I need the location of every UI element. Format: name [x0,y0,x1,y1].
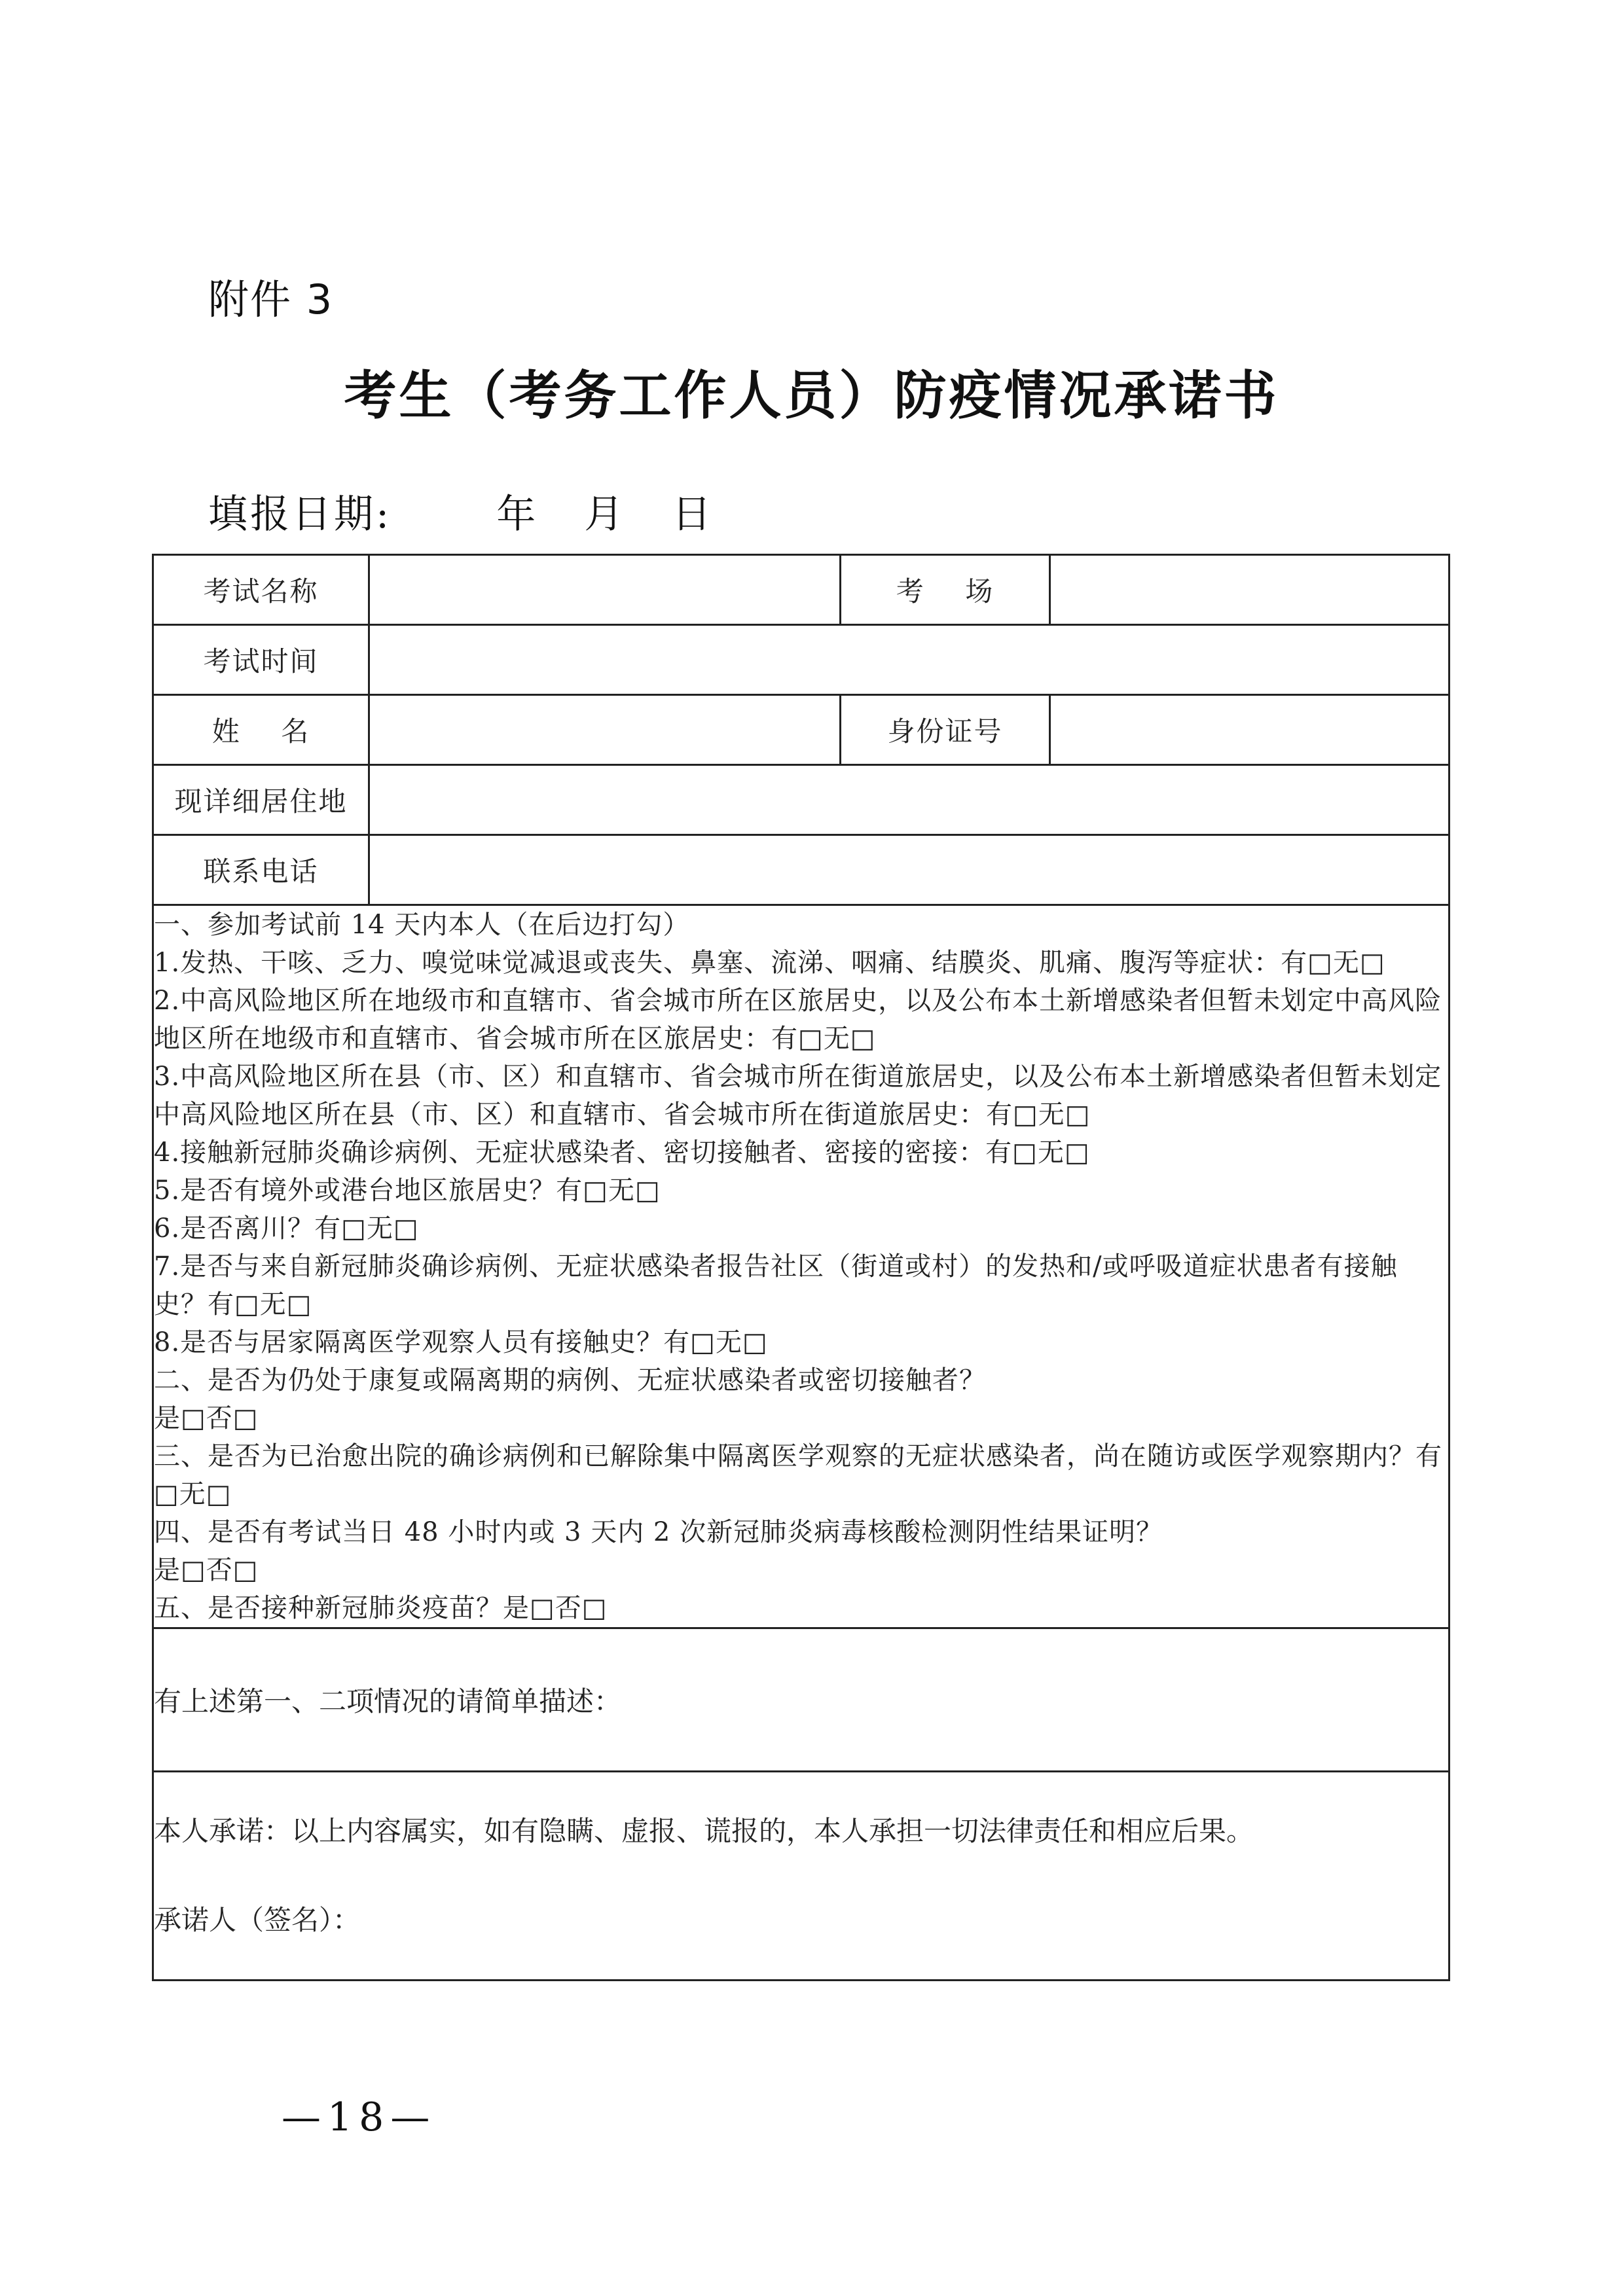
fill-date-day: 日 [672,492,714,537]
question-choice[interactable]: 是□否□ [154,1555,259,1585]
phone-label: 联系电话 [153,835,369,905]
exam-site-label: 考 场 [841,555,1050,625]
exam-time-field[interactable] [369,625,1450,695]
question-item[interactable]: 2.中高风险地区所在地级市和直辖市、省会城市所在区旅居史，以及公布本土新增感染者但暂未划定中高风险地区所在地级市和直辖市、省会城市所在区旅居史：有□无□ [154,986,1442,1054]
name-label: 姓 名 [153,695,369,765]
description-field[interactable] [153,1628,1450,1772]
question-item[interactable]: 1.发热、干咳、乏力、嗅觉味觉减退或丧失、鼻塞、流涕、咽痛、结膜炎、肌痛、腹泻等症状：有□无□ [154,948,1385,978]
id-number-field[interactable] [1050,695,1450,765]
id-number-label: 身份证号 [841,695,1050,765]
attachment-label: 附件 3 [208,276,334,323]
question-item[interactable]: 3.中高风险地区所在县（市、区）和直辖市、省会城市所在街道旅居史，以及公布本土新增感染者但暂未划定中高风险地区所在县（市、区）和直辖市、省会城市所在街道旅居史：有□无□ [154,1062,1442,1130]
phone-field[interactable] [369,835,1450,905]
declaration-form [152,554,1450,1981]
fill-date [208,483,714,539]
question-item[interactable]: 7.是否与来自新冠肺炎确诊病例、无症状感染者报告社区（街道或村）的发热和/或呼吸道症状患者有接触史？有□无□ [154,1251,1398,1319]
question-item: 四、是否有考试当日 48 小时内或 3 天内 2 次新冠肺炎病毒核酸检测阴性结果证明？ [154,1517,1163,1547]
promise-block [153,1772,1450,1981]
questions-block [153,905,1450,1628]
promise-text: 本人承诺：以上内容属实，如有隐瞒、虚报、谎报的，本人承担一切法律责任和相应后果。 [154,1815,1254,1847]
question-item[interactable]: 6.是否离川？有□无□ [154,1213,419,1244]
fill-date-label: 填报日期: [208,492,392,537]
signer-label: 承诺人（签名）： [154,1904,361,1936]
question-item: 二、是否为仍处于康复或隔离期的病例、无症状感染者或密切接触者？ [154,1365,986,1395]
exam-site-field[interactable] [1050,555,1450,625]
question-item[interactable]: 4.接触新冠肺炎确诊病例、无症状感染者、密切接触者、密接的密接：有□无□ [154,1138,1090,1168]
exam-name-field[interactable] [369,555,841,625]
address-label: 现详细居住地 [153,765,369,835]
fill-date-month: 月 [584,492,627,537]
page-number: —18— [282,2094,437,2140]
question-item: 一、参加考试前 14 天内本人（在后边打勾） [154,910,690,940]
description-label: 有上述第一、二项情况的请简单描述： [154,1685,622,1717]
question-item[interactable]: 三、是否为已治愈出院的确诊病例和已解除集中隔离医学观察的无症状感染者，尚在随访或医学观察期内？有□无□ [154,1441,1442,1509]
question-item[interactable]: 五、是否接种新冠肺炎疫苗？是□否□ [154,1593,608,1623]
name-field[interactable] [369,695,841,765]
question-item[interactable]: 8.是否与居家隔离医学观察人员有接触史？有□无□ [154,1327,768,1357]
question-choice[interactable]: 是□否□ [154,1403,259,1433]
question-item[interactable]: 5.是否有境外或港台地区旅居史？有□无□ [154,1175,661,1206]
document-title: 考生（考务工作人员）防疫情况承诺书 [344,365,1279,426]
fill-date-year: 年 [496,492,539,537]
address-field[interactable] [369,765,1450,835]
exam-name-label: 考试名称 [153,555,369,625]
exam-time-label: 考试时间 [153,625,369,695]
